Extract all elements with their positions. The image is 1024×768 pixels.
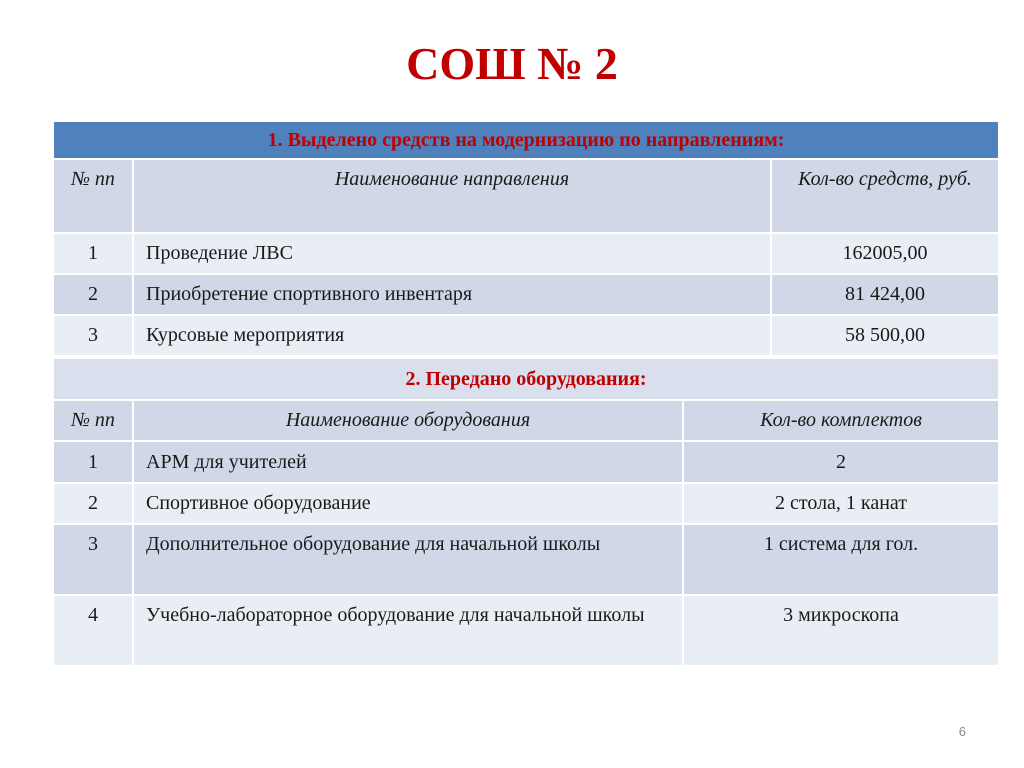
row-number: 3 xyxy=(53,315,133,356)
row-value: 3 микроскопа xyxy=(683,595,999,666)
row-value: 2 стола, 1 канат xyxy=(683,483,999,524)
col-header-number: № пп xyxy=(53,159,133,233)
table-row xyxy=(53,524,999,595)
row-number: 2 xyxy=(53,483,133,524)
funds-header-row xyxy=(53,159,999,233)
row-number: 1 xyxy=(53,233,133,274)
row-value: 162005,00 xyxy=(771,233,999,274)
funds-table xyxy=(52,120,1000,357)
row-name: АРМ для учителей xyxy=(133,441,683,483)
table-row xyxy=(53,233,999,274)
col-header-number: № пп xyxy=(53,400,133,441)
equipment-header-row xyxy=(53,400,999,441)
equipment-heading: 2. Передано оборудования: xyxy=(53,358,999,400)
row-name: Спортивное оборудование xyxy=(133,483,683,524)
row-value: 2 xyxy=(683,441,999,483)
col-header-sets: Кол-во комплектов xyxy=(683,400,999,441)
row-value: 58 500,00 xyxy=(771,315,999,356)
row-name: Дополнительное оборудование для начальной школы xyxy=(133,524,683,595)
row-name: Приобретение спортивного инвентаря xyxy=(133,274,771,315)
page-title: СОШ № 2 xyxy=(406,38,618,89)
page-number: 6 xyxy=(958,724,966,739)
funds-heading-row xyxy=(53,121,999,159)
row-number: 2 xyxy=(53,274,133,315)
table-row xyxy=(53,483,999,524)
table-row xyxy=(53,441,999,483)
row-number: 1 xyxy=(53,441,133,483)
col-header-amount: Кол-во средств, руб. xyxy=(771,159,999,233)
equipment-heading-row xyxy=(53,358,999,400)
row-value: 81 424,00 xyxy=(771,274,999,315)
funds-heading: 1. Выделено средств на модернизацию по направлениям: xyxy=(53,121,999,159)
row-number: 4 xyxy=(53,595,133,666)
table-row xyxy=(53,274,999,315)
row-name: Проведение ЛВС xyxy=(133,233,771,274)
table-row xyxy=(53,315,999,356)
equipment-table xyxy=(52,357,1000,667)
col-header-equipment: Наименование оборудования xyxy=(133,400,683,441)
row-number: 3 xyxy=(53,524,133,595)
row-name: Курсовые мероприятия xyxy=(133,315,771,356)
row-value: 1 система для гол. xyxy=(683,524,999,595)
row-name: Учебно-лабораторное оборудование для начальной школы xyxy=(133,595,683,666)
table-row xyxy=(53,595,999,666)
col-header-direction: Наименование направления xyxy=(133,159,771,233)
